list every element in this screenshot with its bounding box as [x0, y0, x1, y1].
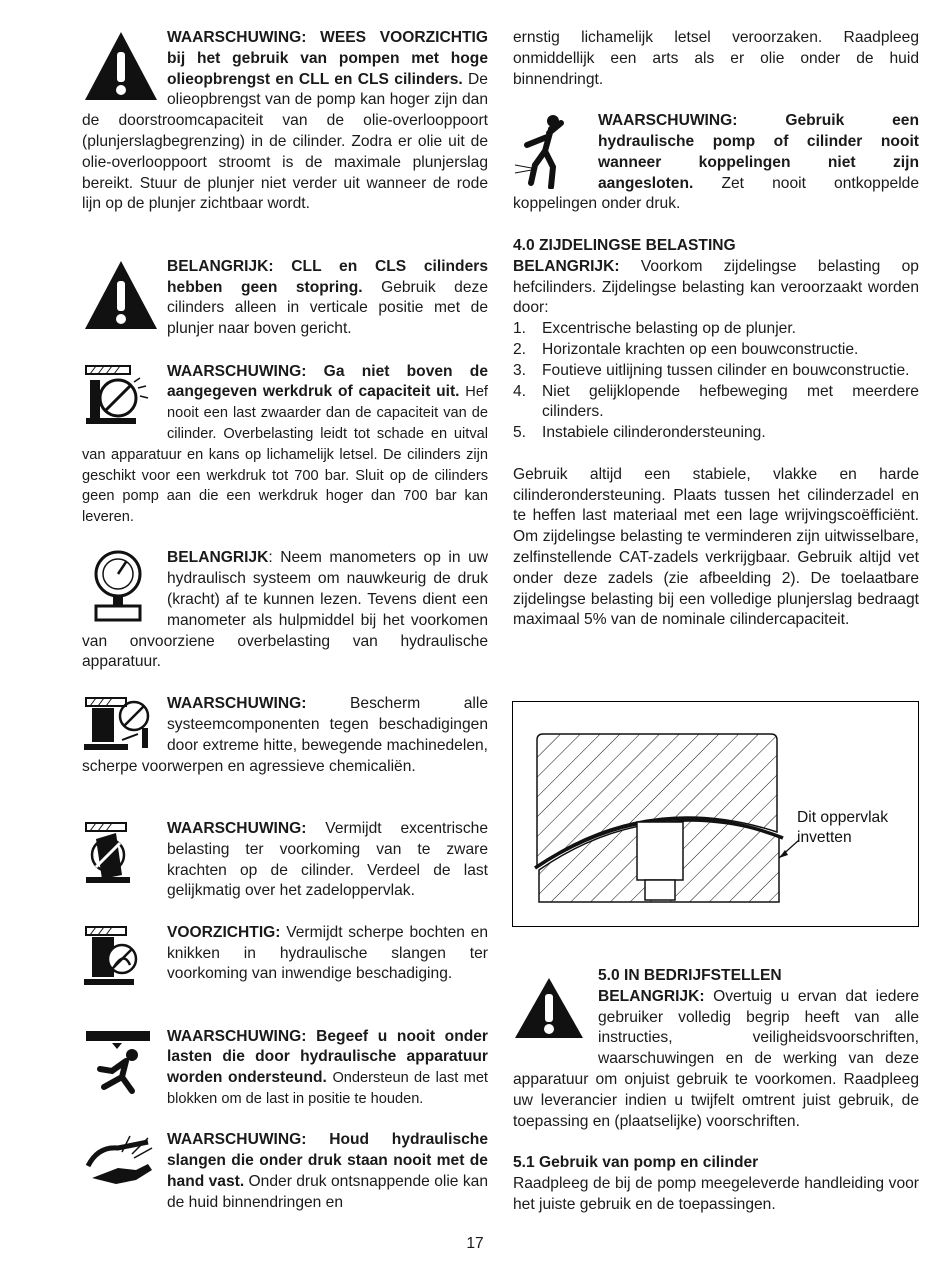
figure-label-line2: invetten [797, 829, 852, 846]
right-column-lower [513, 966, 919, 1216]
warning-protect-components [82, 694, 488, 798]
warning-title: WAARSCHUWING: Ga niet boven de aangegeven werkdruk of capaciteit uit. [167, 362, 488, 401]
warning-title: WAARSCHUWING: [167, 819, 307, 837]
crushed-person-icon [82, 1027, 164, 1097]
warning-title: WAARSCHUWING: WEES VOORZICHTIG bij het gebruik van pompen met hoge olieopbrengst en CLL en CLS cilinders. [167, 29, 488, 88]
caution-text: Vermijdt scherpe bochten en knikken in hydraulische slangen ter voorkoming van inwendige beschadiging. [167, 923, 488, 983]
warning-hose-hand [82, 1130, 488, 1213]
page-number: 17 [466, 1235, 484, 1252]
warning-triangle-icon [513, 976, 595, 1056]
section-heading: 4.0 ZIJDELINGSE BELASTING [513, 236, 736, 254]
warning-uncoupled [513, 111, 919, 215]
person-coupling-icon [513, 111, 595, 191]
caution-hose-bends [82, 923, 488, 1006]
warning-text: Zet nooit ontkoppelde koppelingen onder druk. [513, 174, 919, 213]
warning-title: WAARSCHUWING: Houd hydraulische slangen die onder druk staan nooit met de hand vast. [167, 1131, 488, 1190]
important-label: BELANGRIJK: [513, 257, 620, 275]
important-no-stopring [82, 257, 488, 341]
warning-under-load [82, 1027, 488, 1110]
warning-title: WAARSCHUWING: Gebruik een hydraulische pomp of cilinder nooit wanneer koppelingen niet zijn aangesloten. [598, 112, 919, 192]
section-pump-use [513, 1153, 919, 1215]
warning-title: WAARSCHUWING: [167, 695, 307, 713]
list-item: 2. Horizontale krachten op een bouwconstructie. [513, 340, 859, 358]
section-paragraph: Gebruik altijd een stabiele, vlakke en harde cilinderondersteuning. Plaats tussen het cilinderzadel en te heffen last materiaal met een lage wrijvingscoëfficiënt. Om zijdelingse belasting te verminderen zijn uitwisselbare, zelfinstellende CAT-zadels verkrijgbaar. Gebruik altijd vet onder deze zadels (zie afbeelding 2). De toelaatbare zijdelingse belasting bij een volledige plunjerslag bedraagt maximaal 5% van de nominale cilindercapaciteit. [513, 465, 919, 629]
important-gauge [82, 548, 488, 673]
warning-text: Onder druk ontsnappende olie kan de huid binnendringen en [167, 1172, 488, 1211]
warning-triangle-icon [82, 28, 164, 108]
pressure-gauge-icon [82, 548, 164, 628]
warning-title: WAARSCHUWING: Begeef u nooit onder lasten die door hydraulische apparatuur worden ondersteund. [167, 1027, 488, 1087]
list-item: 3. Foutieve uitlijning tussen cilinder en bouwconstructie. [513, 361, 910, 379]
warning-text: Bescherm alle systeemcomponenten tegen beschadigingen door extreme hitte, bewegende machinedelen, scherpe voorwerpen en agressieve chemicaliën. [82, 695, 488, 775]
saddle-diagram [513, 702, 918, 926]
left-column [82, 28, 488, 1213]
important-label: BELANGRIJK: [598, 987, 705, 1005]
section-intro: Voorkom zijdelingse belasting op hefcilinders. Zijdelingse belasting kan veroorzaakt worden door: [513, 257, 919, 317]
important-text: : Neem manometers op in uw hydraulisch systeem om nauwkeurig de druk (kracht) af te kunnen lezen. Tevens dient een manometer als hulpmiddel bij het voorkomen van onvoorziene overbelasting van hydraulische apparatuur. [82, 549, 488, 671]
warning-text: Ondersteun de last met blokken om de last in positie te houden. [167, 1070, 488, 1107]
warning-text: Hef nooit een last zwaarder dan de capaciteit van de cilinder. Overbelasting leidt tot schade en uitval van apparatuur en kans op lichamelijk letsel. De cilinders zijn geschikt voor een werkdruk tot 700 bar. Sluit op de cilinders geen pomp aan die een werkdruk hoger dan 700 bar kan leveren. [82, 384, 488, 526]
section-text: Overtuig u ervan dat iedere gebruiker volledig begrip heeft van alle instructies, veiligheidsvoorschriften, waarschuwingen en de werking van deze apparatuur om onjuist gebruik te voorkomen. Raadpleeg uw leverancier indien u twijfelt omtrent juist gebruik, de toepassing en (plaatselijke) voorschriften. [513, 987, 919, 1130]
warning-high-flow [82, 28, 488, 236]
caution-title: VOORZICHTIG: [167, 923, 281, 941]
section-commissioning [513, 966, 919, 1132]
warning-text: Vermijdt excentrische belasting ter voorkoming van te zware krachten op de cilinder. Verdeel de last gelijkmatig over het zadeloppervlak. [167, 819, 488, 900]
overload-cylinder-icon [82, 362, 164, 434]
section-text: Raadpleeg de bij de pomp meegeleverde handleiding voor het juiste gebruik en de toepassingen. [513, 1174, 919, 1213]
important-title: BELANGRIJK: CLL en CLS cilinders hebben geen stopring. [167, 257, 488, 296]
warning-overload [82, 362, 488, 528]
cause-list [513, 319, 919, 444]
saddle-grease-figure [512, 701, 919, 927]
warning-eccentric-load [82, 819, 488, 902]
list-item: 4. Niet gelijklopende hefbeweging met meerdere cilinders. [513, 382, 919, 421]
list-item: 5. Instabiele cilinderondersteuning. [513, 424, 766, 442]
figure-label-line1: Dit oppervlak [797, 809, 889, 826]
important-text: Gebruik deze cilinders alleen in verticale positie met de plunjer naar boven gericht. [167, 278, 488, 338]
continued-text: ernstig lichamelijk letsel veroorzaken. Raadpleeg onmiddellijk een arts als er olie onder de huid binnendringt. [513, 29, 919, 88]
warning-text: De olieopbrengst van de pomp kan hoger zijn dan de doorstroomcapaciteit van de olie-overlooppoort (plunjerslagbegrenzing) in de cilinder. Zodra er olie uit de olie-overlooppoort stroomt is de maximale plunjerslag bereikt. Stuur de plunjer niet verder uit wanneer de rode lijn op de plunjer zichtbaar wordt. [82, 70, 488, 213]
warning-triangle-icon [82, 257, 164, 337]
section-side-load [513, 236, 919, 631]
hose-kink-icon [82, 923, 164, 989]
hose-hand-injection-icon [82, 1130, 164, 1200]
protect-components-icon [82, 694, 164, 756]
right-column [513, 28, 919, 631]
important-title: BELANGRIJK [167, 549, 269, 567]
section-heading: 5.1 Gebruik van pomp en cilinder [513, 1154, 759, 1172]
section-heading: 5.0 IN BEDRIJFSTELLEN [598, 967, 782, 984]
list-item: 1. Excentrische belasting op de plunjer. [513, 320, 796, 338]
eccentric-load-icon [82, 819, 164, 887]
